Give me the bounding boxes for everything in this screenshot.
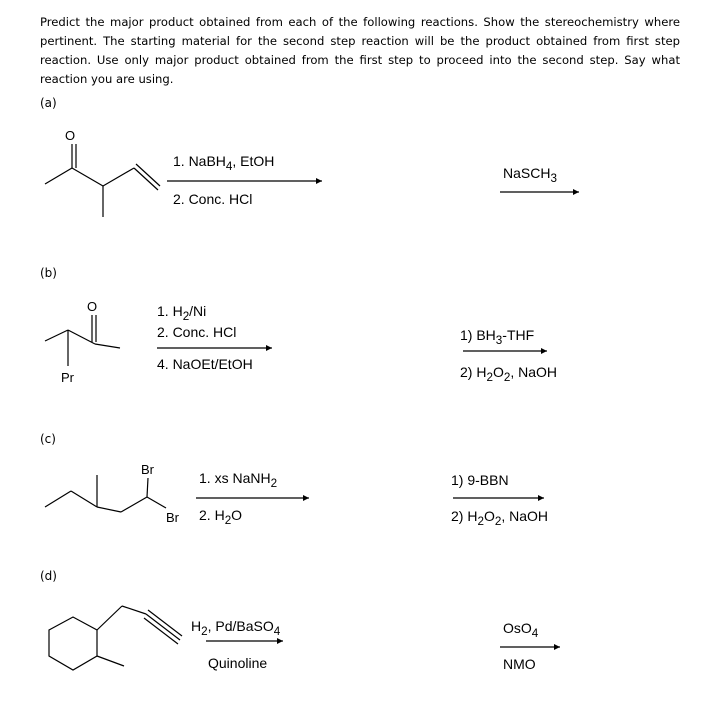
part-label-d: (d) (40, 569, 57, 583)
reagent-c-step2-line2: 2) $H_2O_2$, NaOH (451, 508, 548, 528)
reagent-c-step1-line2: 2. $H_2O$ (199, 507, 243, 527)
reagent-b-step1-line2: 2. Conc. HCl (157, 324, 237, 340)
part-label-a: (a) (40, 96, 57, 110)
reagent-b-step2-line2: 2) $H_2O_2$, NaOH (460, 364, 557, 384)
molecule-a (45, 144, 160, 217)
part-label-c: (c) (40, 432, 56, 446)
molecule-c (45, 475, 166, 512)
reagent-b-step2-line1: 1) $BH_3$-THF (460, 327, 535, 347)
reagent-a-step1-line1: 1. NaBH$_4$, EtOH (173, 153, 275, 173)
bromine-label-c-bottom: Br (166, 510, 179, 525)
bromine-label-c-top: Br (141, 462, 154, 477)
reagent-d-step1-line2: Quinoline (208, 655, 268, 671)
part-label-b: (b) (40, 266, 57, 280)
reagent-c-step2-line1: 1) 9-BBN (451, 472, 509, 488)
molecule-b (45, 315, 120, 366)
reagent-b-step1-line3: 4. NaOEt/EtOH (157, 356, 253, 372)
instructions-paragraph: Predict the major product obtained from each of the following reactions. Show the stereochemistry where pertinent. The starting material for the second step reaction will be the product obtained from first step reaction. Use only major product obtained from the first step to proceed into the second step. Say what reaction you are using. (40, 15, 680, 86)
reagent-a-step2: NaSCH$_3$ (503, 165, 557, 185)
reagent-d-step2-line1: OsO$_4$ (503, 620, 539, 640)
reagent-d-step2-line2: NMO (503, 656, 536, 672)
oxygen-label-a: O (65, 128, 76, 143)
reagent-a-step1-line2: 2. Conc. HCl (173, 191, 253, 207)
propyl-label-b: Pr (61, 370, 74, 385)
oxygen-label-b: O (87, 299, 98, 314)
reagent-d-step1-line1: $H_2$, Pd/BaSO$_4$ (191, 618, 281, 638)
reagent-b-step1-line1: 1. $H_2/Ni$ (157, 303, 207, 323)
reagent-c-step1-line1: 1. xs NaNH$_2$ (199, 470, 278, 490)
molecule-d (49, 606, 182, 670)
